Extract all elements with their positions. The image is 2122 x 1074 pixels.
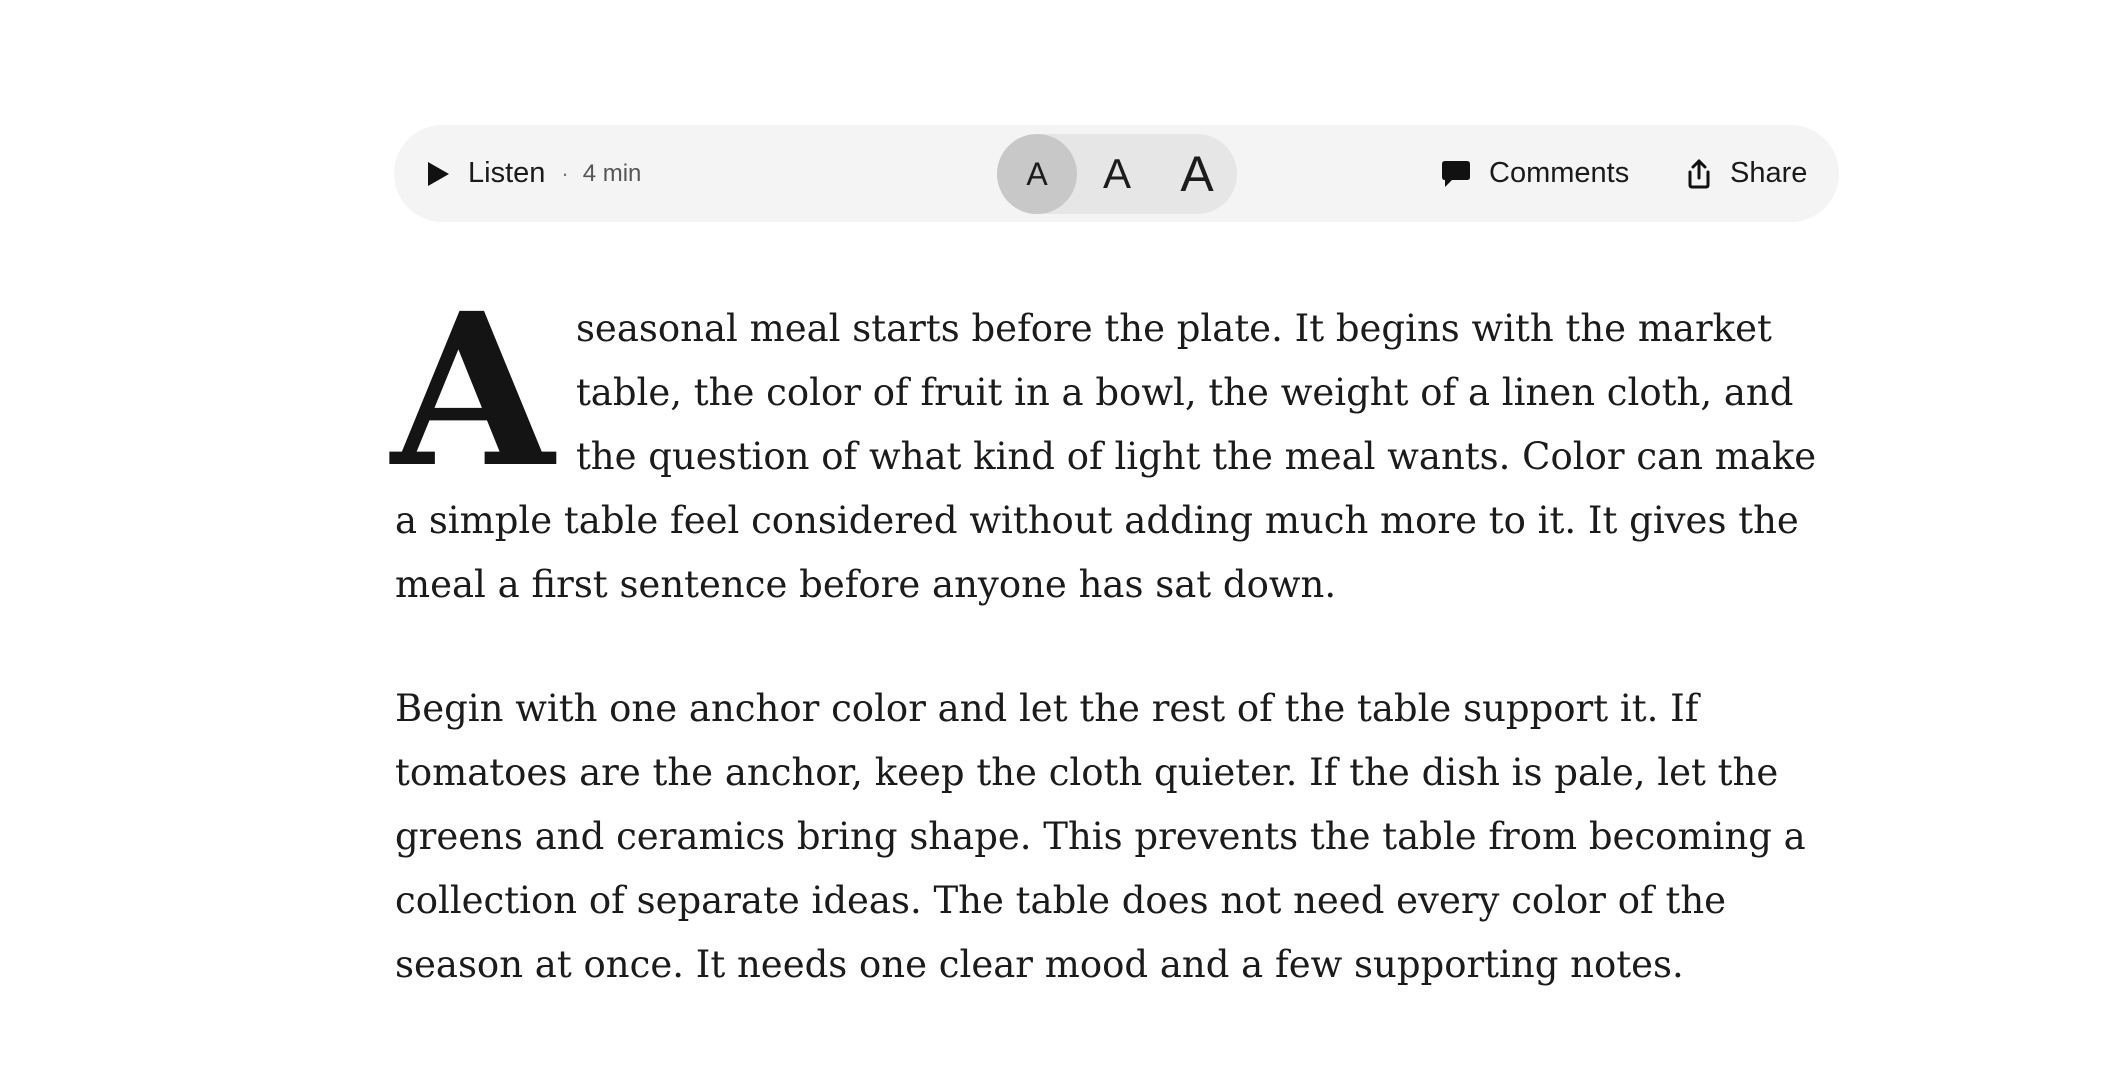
text-size-large-button[interactable]: A — [1180, 146, 1214, 202]
separator-dot: · — [561, 160, 569, 186]
share-label: Share — [1730, 157, 1808, 189]
article-paragraph — [391, 267, 1843, 617]
comments-button[interactable] — [1440, 125, 1629, 222]
comment-icon — [1440, 159, 1472, 189]
text-size-small-button[interactable]: A — [997, 134, 1077, 214]
share-icon — [1685, 158, 1713, 190]
paragraph-1-text: seasonal meal starts before the plate. It begins with the market table, the color of fruit in a bowl, the weight of a linen cloth, and the question of what kind of light the meal wants. Color can make a simple table feel considered without adding much more to it. It gives the meal a first sentence before anyone has sat down. — [395, 307, 1817, 606]
text-size-medium-button[interactable]: A — [1102, 150, 1131, 197]
listen-label: Listen — [468, 157, 546, 189]
listen-button[interactable] — [425, 125, 641, 222]
listen-duration: 4 min — [582, 159, 642, 187]
article-paragraph: Begin with one anchor color and let the rest of the table support it. If tomatoes are the anchor, keep the cloth quieter. If the dish is pale, let the greens and ceramics bring shape. This prevents the table from becoming a collection of separate ideas. The table does not need every color of the season at once. It needs one clear mood and a few supporting notes. — [395, 687, 1806, 986]
comments-label: Comments — [1489, 157, 1630, 189]
text-size-selector — [997, 134, 1237, 214]
article-body — [391, 267, 1843, 1057]
share-button[interactable] — [1685, 125, 1807, 222]
drop-cap: A — [391, 267, 554, 514]
article-toolbar — [394, 125, 1839, 222]
play-icon — [425, 160, 451, 188]
